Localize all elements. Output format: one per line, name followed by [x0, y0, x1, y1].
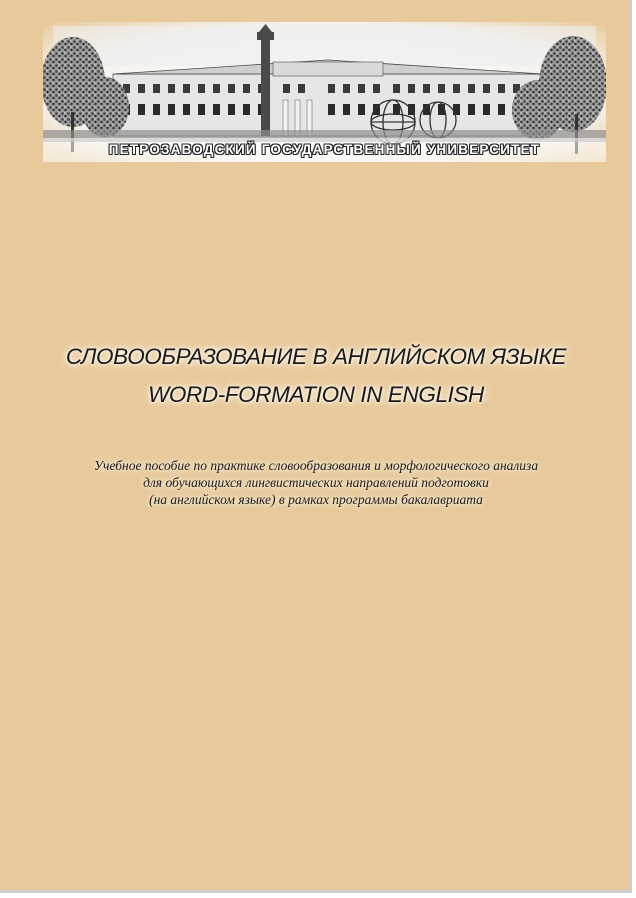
title-russian: СЛОВООБРАЗОВАНИЕ В АНГЛИЙСКОМ ЯЗЫКЕ — [65, 344, 567, 369]
building-facade — [113, 60, 543, 136]
subtitle-line-3: (на английском языке) в рамках программы бакалавриата — [149, 492, 483, 507]
subtitle-line-1: Учебное пособие по практике словообразования и морфологического анализа — [93, 458, 539, 473]
title-block — [0, 338, 632, 414]
university-banner — [43, 22, 606, 162]
subtitle-line-2: для обучающихся лингвистических направлений подготовки — [143, 475, 489, 490]
subtitle-block — [0, 457, 632, 508]
university-name: ПЕТРОЗАВОДСКИЙ ГОСУДАРСТВЕННЫЙ УНИВЕРСИТЕТ — [108, 142, 541, 157]
title-english: WORD-FORMATION IN ENGLISH — [148, 382, 484, 407]
university-building-illustration — [43, 22, 606, 162]
